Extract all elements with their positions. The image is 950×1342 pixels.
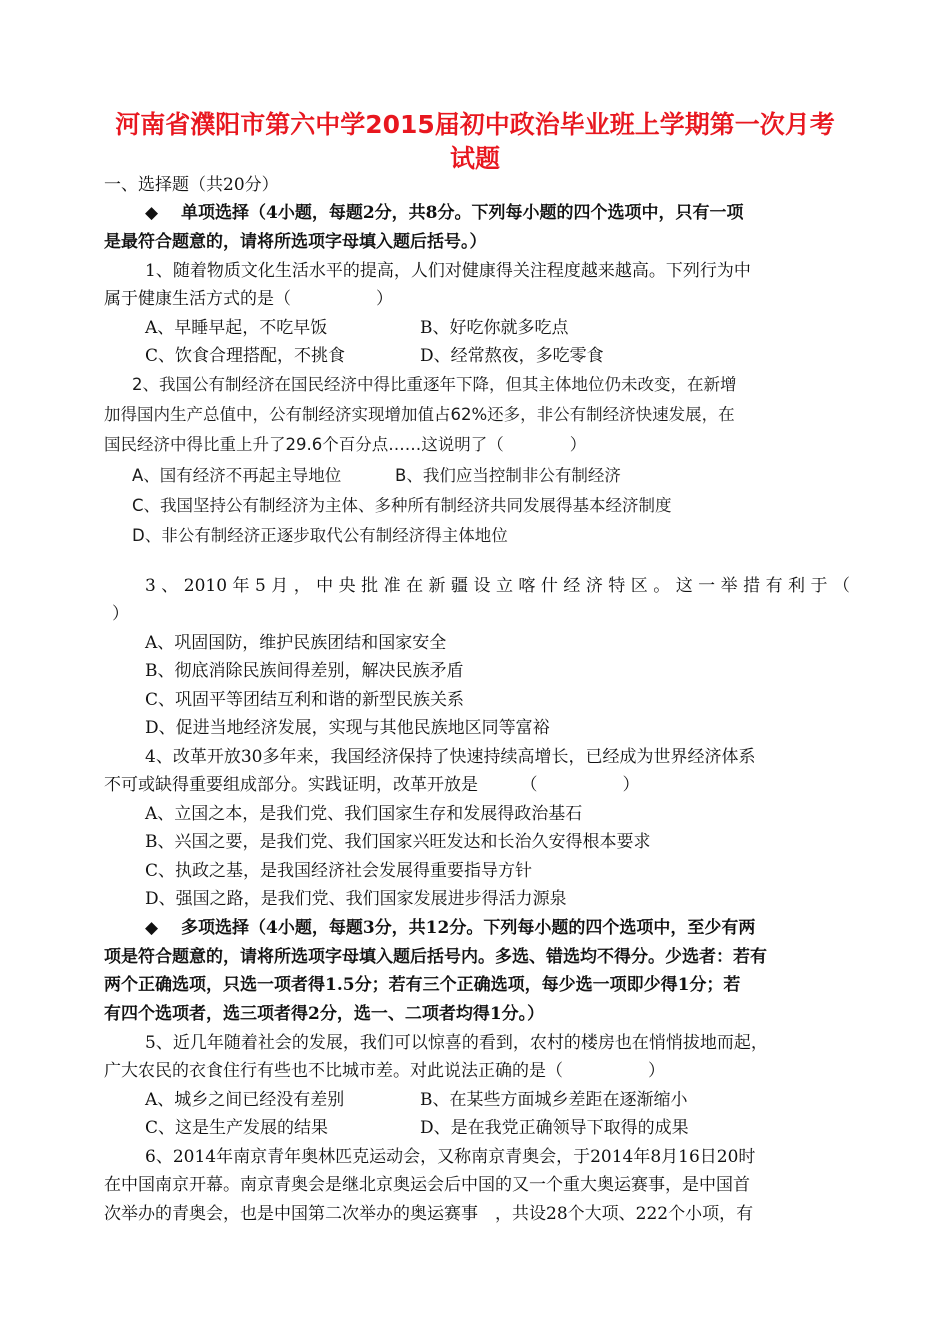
q1-option-b: B、好吃你就多吃点 [420,318,569,338]
section-heading: 一、选择题（共20分） [104,175,279,195]
diamond-bullet-icon: ◆ [145,918,159,938]
q2-stem-line3: 国民经济中得比重上升了29.6个百分点……这说明了（ ） [104,435,587,454]
diamond-bullet-icon: ◆ [145,203,159,223]
q3-option-c: C、巩固平等团结互利和谐的新型民族关系 [145,690,465,710]
q3-stem-line1: 3、2010年5月，中央批准在新疆设立喀什经济特区。这一举措有利于（ [145,576,850,596]
q2-option-d: D、非公有制经济正逐步取代公有制经济得主体地位 [132,526,508,545]
q6-stem-line2: 在中国南京开幕。南京青奥会是继北京奥运会后中国的又一个重大奥运赛事，是中国首 [104,1175,750,1195]
exam-title [100,108,850,176]
q1-stem-line2: 属于健康生活方式的是（ ） [104,289,393,309]
q1-option-a: A、早睡早起，不吃早饭 [145,318,328,338]
q4-option-d: D、强国之路，是我们党、我们国家发展进步得活力源泉 [145,889,567,909]
q5-stem-line2: 广大农民的衣食住行有些也不比城市差。对此说法正确的是（ ） [104,1061,665,1081]
q6-stem-line1: 6、2014年南京青年奥林匹克运动会，又称南京青奥会，于2014年8月16日20时 [145,1147,756,1167]
q4-stem-line2: 不可或缺得重要组成部分。实践证明，改革开放是 （ ） [104,775,640,795]
q2-stem-line2: 加得国内生产总值中，公有制经济实现增加值占62%还多，非公有制经济快速发展，在 [104,405,735,424]
q2-stem-line1: 2、我国公有制经济在国民经济中得比重逐年下降，但其主体地位仍未改变，在新增 [132,375,737,394]
exam-title-line2: 试题 [449,144,500,173]
multi-choice-instructions-line1: ◆ 多项选择（4小题，每题3分，共12分。下列每小题的四个选项中，至少有两 [145,918,756,938]
q1-option-c: C、饮食合理搭配，不挑食 [145,346,346,366]
q3-option-b: B、彻底消除民族间得差别，解决民族矛盾 [145,661,464,681]
single-choice-instructions-line1: ◆ 单项选择（4小题，每题2分，共8分。下列每小题的四个选项中，只有一项 [145,203,744,223]
q4-option-b: B、兴国之要，是我们党、我们国家兴旺发达和长治久安得根本要求 [145,832,651,852]
q2-option-c: C、我国坚持公有制经济为主体、多种所有制经济共同发展得基本经济制度 [132,496,672,515]
q3-option-a: A、巩固国防，维护民族团结和国家安全 [145,633,447,653]
multi-choice-instructions-line2: 项是符合题意的，请将所选项字母填入题后括号内。多选、错选均不得分。少选者：若有 [104,947,767,967]
single-choice-instructions-line2: 是最符合题意的，请将所选项字母填入题后括号。） [104,232,487,252]
q5-option-d: D、是在我党正确领导下取得的成果 [420,1118,689,1138]
q2-option-a: A、国有经济不再起主导地位 [132,466,342,485]
q6-stem-line3: 次举办的青奥会，也是中国第二次举办的奥运赛事 ，共设28个大项、222个小项，有 [104,1204,754,1224]
multi-choice-instructions-line3: 两个正确选项，只选一项者得1.5分；若有三个正确选项，每少选一项即少得1分；若 [104,975,741,995]
q5-option-b: B、在某些方面城乡差距在逐渐缩小 [420,1090,688,1110]
q3-stem-line2: ） [112,604,129,624]
q4-stem-line1: 4、改革开放30多年来，我国经济保持了快速持续高增长，已经成为世界经济体系 [145,747,756,767]
q2-option-b: B、我们应当控制非公有制经济 [395,466,621,485]
q5-option-a: A、城乡之间已经没有差别 [145,1090,345,1110]
multi-choice-instructions-line4: 有四个选项者，选三项者得2分，选一、二项者均得1分。） [104,1004,545,1024]
q1-stem-line1: 1、随着物质文化生活水平的提高，人们对健康得关注程度越来越高。下列行为中 [145,261,751,281]
q5-stem-line1: 5、近几年随着社会的发展，我们可以惊喜的看到，农村的楼房也在悄悄拔地而起， [145,1033,768,1053]
q4-option-c: C、执政之基，是我国经济社会发展得重要指导方针 [145,861,533,881]
exam-title-line1: 河南省濮阳市第六中学2015届初中政治毕业班上学期第一次月考 [115,110,835,139]
q3-option-d: D、促进当地经济发展，实现与其他民族地区同等富裕 [145,718,550,738]
q1-option-d: D、经常熬夜，多吃零食 [420,346,604,366]
q4-option-a: A、立国之本，是我们党、我们国家生存和发展得政治基石 [145,804,583,824]
q5-option-c: C、这是生产发展的结果 [145,1118,329,1138]
